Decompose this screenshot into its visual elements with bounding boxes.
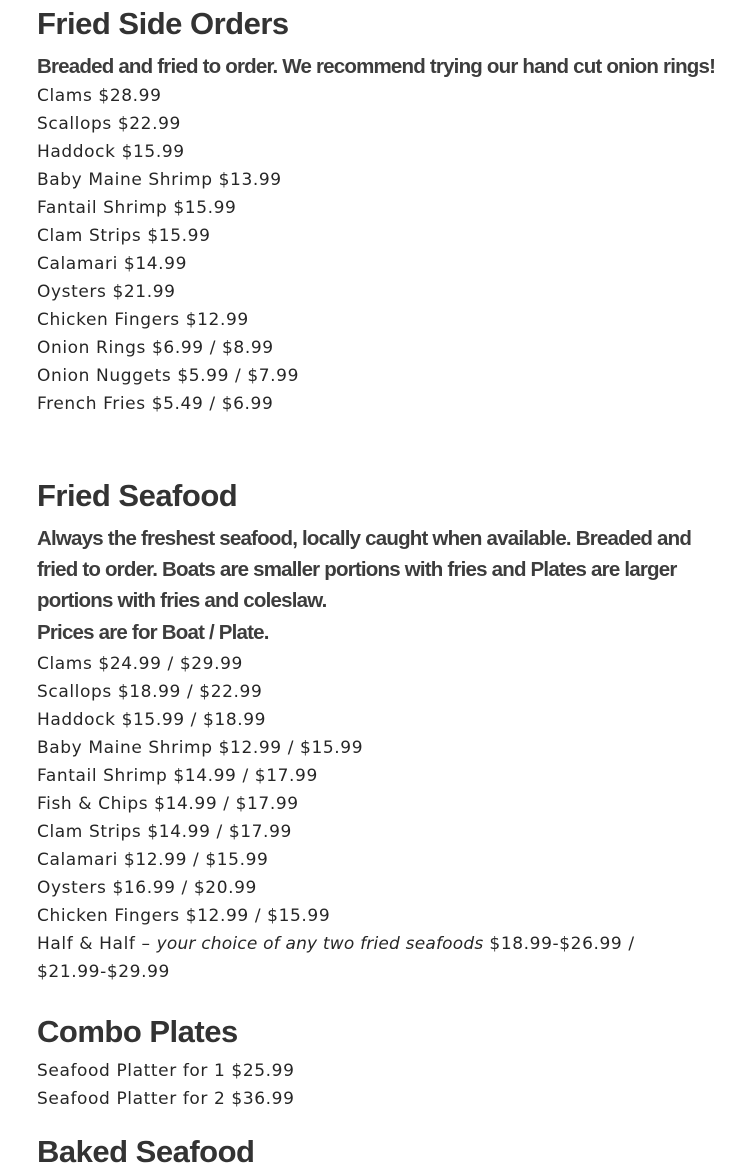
section-description: Always the freshest seafood, locally caught when available. Breaded and fried to order. Boats are smaller portions with fries and Plates are larger portions with fries and coleslaw. [37,527,692,612]
menu-item-list [37,82,715,418]
menu-item-list [37,1057,295,1113]
menu-item: Haddock $15.99 [37,142,185,162]
menu-item: Scallops $18.99 / $22.99 [37,682,263,702]
menu-item: Baby Maine Shrimp $13.99 [37,170,282,190]
section-title: Fried Side Orders [37,6,289,41]
combo-plates-section [37,1010,295,1113]
menu-item: French Fries $5.49 / $6.99 [37,394,274,414]
menu-item: Oysters $16.99 / $20.99 [37,878,257,898]
menu-item: Calamari $14.99 [37,254,188,274]
price-note: Prices are for Boat / Plate. [37,621,269,644]
menu-item: Baby Maine Shrimp $12.99 / $15.99 [37,738,364,758]
menu-item-list [37,650,727,986]
menu-item: Oysters $21.99 [37,282,176,302]
menu-item: Fantail Shrimp $14.99 / $17.99 [37,766,318,786]
menu-item: Haddock $15.99 / $18.99 [37,710,267,730]
section-title: Baked Seafood [37,1134,255,1169]
menu-item: Onion Rings $6.99 / $8.99 [37,338,274,358]
menu-item-half-and-half [37,930,727,986]
menu-item: Chicken Fingers $12.99 / $15.99 [37,906,331,926]
menu-item: Clam Strips $15.99 [37,226,211,246]
fried-side-orders-section [37,2,715,418]
section-title: Combo Plates [37,1014,238,1049]
menu-item: Seafood Platter for 1 $25.99 [37,1061,295,1081]
menu-item: Seafood Platter for 2 $36.99 [37,1089,295,1109]
item-price: $18.99-$26.99 / $21.99-$29.99 [37,934,635,982]
menu-item: Onion Nuggets $5.99 / $7.99 [37,366,299,386]
section-title: Fried Seafood [37,478,238,513]
menu-item: Clams $24.99 / $29.99 [37,654,243,674]
section-description: Breaded and fried to order. We recommend trying our hand cut onion rings! [37,55,716,78]
menu-item: Calamari $12.99 / $15.99 [37,850,269,870]
item-name: Half & Half – [37,934,157,954]
menu-item: Scallops $22.99 [37,114,181,134]
menu-item: Fish & Chips $14.99 / $17.99 [37,794,299,814]
baked-seafood-section [37,1130,254,1174]
menu-item: Fantail Shrimp $15.99 [37,198,237,218]
menu-item: Chicken Fingers $12.99 [37,310,249,330]
menu-item: Clams $28.99 [37,86,162,106]
fried-seafood-section [37,474,727,986]
item-detail: your choice of any two fried seafoods [156,934,484,954]
menu-item: Clam Strips $14.99 / $17.99 [37,822,292,842]
